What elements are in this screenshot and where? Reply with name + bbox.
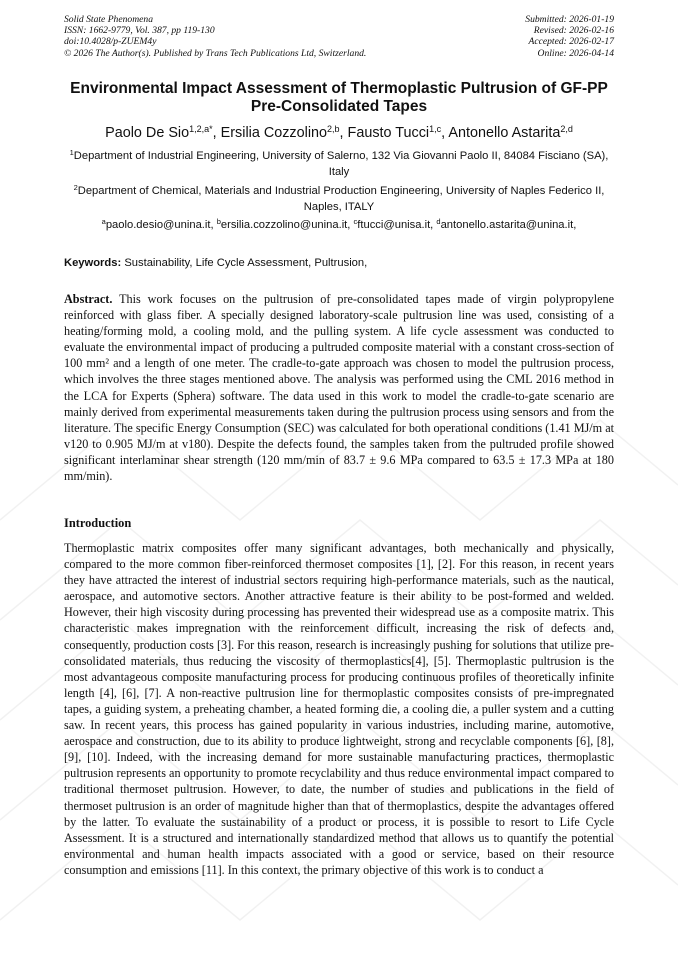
- author-affiliation-mark: 1,2,a*: [189, 124, 213, 134]
- email-mark: a: [101, 217, 106, 226]
- email-link[interactable]: paolo.desio@unina.it,: [105, 219, 214, 231]
- email-mark: d: [436, 217, 441, 226]
- journal-info: [64, 14, 366, 59]
- email-link[interactable]: ftucci@unisa.it,: [357, 219, 434, 231]
- introduction-text: Thermoplastic matrix composites offer many significant advantages, both mechanically and physically, compared to the more common fiber-reinforced thermoset composites [1], [2]. For this reason, in recent years they have attracted the interest of industrial sectors requiring high-performance materials, such as the nautical, aerospace, and automotive sectors. Another attractive feature is their ability to be post-formed and welded. However, their high viscosity during processing has prevented their widespread use as a composite matrix. This characteristic makes impregnation with the reinforcement difficult, increasing the risk of defects and, consequently, production costs [3]. For this reason, research is increasingly pushing for solutions that utilize pre-consolidated materials, thus reducing the viscosity of thermoplastics[4], [5]. Thermoplastic pultrusion is the most advantageous composite manufacturing process for producing continuous profiles of theoretically infinite length [4], [6], [7]. A non-reactive pultrusion line for thermoplastic composites consists of pre-impregnated tapes, a guiding system, a preheating chamber, a heated forming die, a cooling die, a puller system and a cutting saw. In recent years, this process has gained popularity in various industries, including marine, automotive, aerospace and construction, due to its ability to produce lightweight, strong and recyclable components [6], [8], [9], [10]. Indeed, with the increasing demand for more sustainable manufacturing practices, thermoplastic pultrusion represents an opportunity to promote recyclability and thus reduce environmental impact compared to traditional thermoset pultrusion. However, to date, the number of studies and publications in the field of thermoset pultrusion is an order of magnitude higher than that of thermoplastics, despite the advantages offered by the latter. To evaluate the sustainability of a product or process, it is possible to resort to Life Cycle Assessment. It is a structured and internationally standardized method that allows us to quantify the potential environmental and human health impacts associated with a good or service, based on their resource consumption and emissions [11]. In this context, the primary objective of this work is to conduct a: [64, 541, 614, 877]
- affiliation: [64, 149, 614, 180]
- date-online: Online: 2026-04-14: [537, 47, 614, 59]
- keywords-label: Keywords:: [64, 257, 122, 269]
- abstract-text: This work focuses on the pultrusion of pre-consolidated tapes made of virgin polypropylene reinforced with glass fiber. A specially designed laboratory-scale pultrusion line was used, consisting of a heating/forming mold, a cooling mold, and the pulling system. A life cycle assessment was conducted to evaluate the environmental impact of producing a pultruded composite material with a constant cross-section of 100 mm² and a length of one meter. The cradle-to-gate approach was chosen to model the pultrusion process, which involves the three stages mentioned above. The analysis was performed using the CML 2016 method in the LCA for Experts (Sphera) software. The data used in this work to model the cradle-to-gate scenario are mainly derived from experimental measurements taken during the pultrusion process using sensors and from the literature. The specific Energy Consumption (SEC) was calculated for both operational conditions (1.41 MJ/m at v120 to 0.905 MJ/m at v180). Despite the defects found, the samples taken from the pultruded profile showed significant interlaminar shear strength (120 mm/min of 83.7 ± 9.6 MPa compared to 63.5 ± 17.3 MPa at 180 mm/min).: [64, 292, 614, 484]
- author-affiliation-mark: 2,d: [560, 124, 573, 134]
- section-heading-introduction: Introduction: [64, 516, 132, 530]
- author-list: Paolo De Sio$^{1,2,a*}$, Ersilia Cozzolino$^{2,b}$, Fausto Tucci$^{1,c}$, Antonello Astarita$^{2,d}$: [105, 124, 573, 141]
- author-affiliation-mark: 1,c: [429, 124, 442, 134]
- email-link[interactable]: antonello.astarita@unina.it,: [440, 219, 577, 231]
- author-affiliation-mark: 2,b: [327, 124, 340, 134]
- affiliation-number: 2: [73, 183, 78, 192]
- date-submitted: Submitted: 2026-01-19: [525, 14, 614, 25]
- email-mark: c: [353, 217, 358, 226]
- author-name: Paolo De Sio: [105, 125, 190, 141]
- keywords-text: Sustainability, Life Cycle Assessment, Pultrusion,: [124, 257, 368, 269]
- affiliation-text: Department of Chemical, Materials and Industrial Production Engineering, University of Naples Federico II, Naples, ITALY: [77, 185, 605, 213]
- affiliation: [64, 184, 614, 215]
- email-list: [40, 218, 638, 234]
- affiliation-number: 1: [69, 148, 74, 157]
- abstract: [64, 291, 614, 484]
- email-mark: b: [216, 217, 221, 226]
- author-name: Fausto Tucci: [347, 125, 430, 141]
- paper-title: Environmental Impact Assessment of Thermoplastic Pultrusion of GF-PP Pre-Consolidated Tapes: [70, 80, 608, 115]
- author-name: Antonello Astarita: [448, 125, 561, 141]
- journal-name: Solid State Phenomena: [64, 14, 153, 25]
- author-name: Ersilia Cozzolino: [220, 125, 328, 141]
- journal-doi: doi:10.4028/p-ZUEM4y: [64, 36, 157, 48]
- abstract-label: Abstract.: [64, 292, 113, 306]
- keywords: [64, 256, 614, 271]
- journal-copyright: © 2026 The Author(s). Published by Trans Tech Publications Ltd, Switzerland.: [64, 47, 367, 59]
- date-accepted: Accepted: 2026-02-17: [528, 36, 614, 48]
- date-revised: Revised: 2026-02-16: [533, 25, 614, 37]
- publication-dates: [525, 14, 614, 59]
- email-link[interactable]: ersilia.cozzolino@unina.it,: [220, 219, 351, 231]
- journal-issn: ISSN: 1662-9779, Vol. 387, pp 119-130: [64, 25, 215, 37]
- affiliation-text: Department of Industrial Engineering, University of Salerno, 132 Via Giovanni Paolo II, 84084 Fisciano (SA), Italy: [73, 150, 609, 178]
